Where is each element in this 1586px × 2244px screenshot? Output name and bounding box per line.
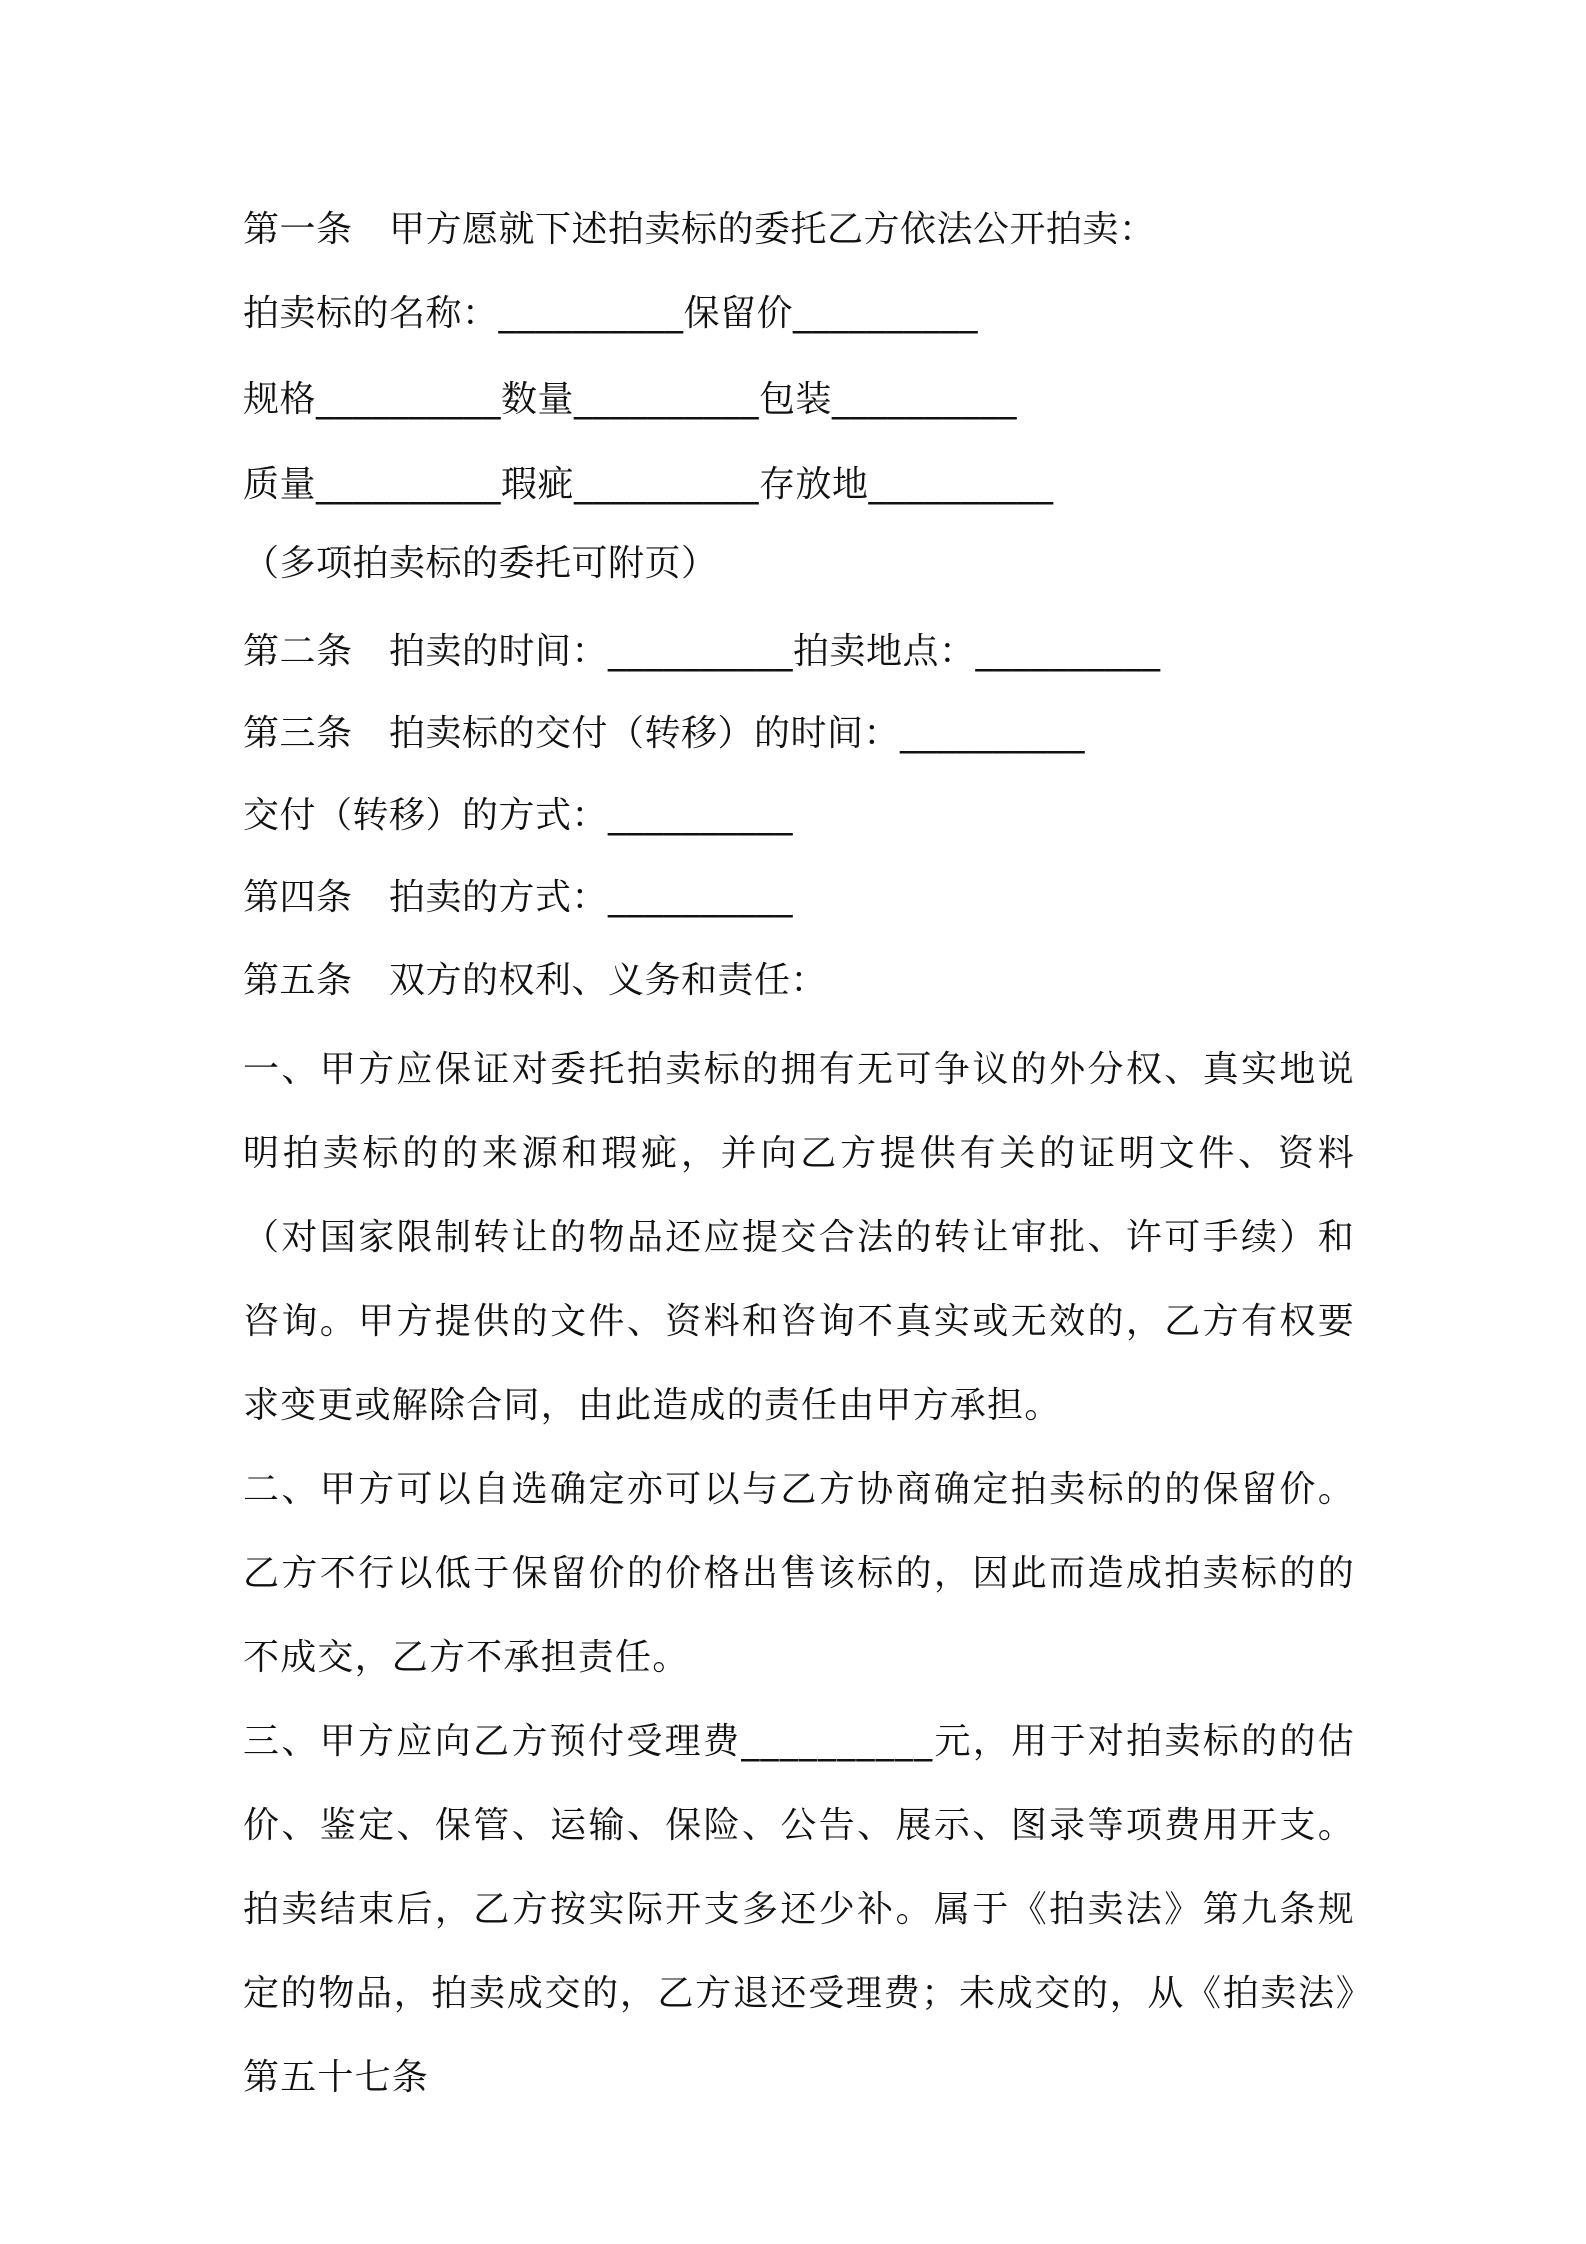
article-3-line: 第三条 拍卖标的交付（转移）的时间：__________ bbox=[243, 713, 1086, 754]
clause-1-paragraph bbox=[243, 1028, 1355, 1448]
clause-3-paragraph bbox=[243, 1700, 1355, 2120]
article-1-line: 第一条 甲方愿就下述拍卖标的委托乙方依法公开拍卖： bbox=[243, 209, 1156, 250]
quality-defect-storage-line: 质量__________瑕疵__________存放地__________ bbox=[243, 464, 1054, 505]
article-2-line: 第二条 拍卖的时间：__________拍卖地点：__________ bbox=[243, 631, 1161, 672]
attachment-note-line: （多项拍卖标的委托可附页） bbox=[243, 543, 718, 584]
clause-1-text: 一、甲方应保证对委托拍卖标的拥有无可争议的外分权、真实地说明拍卖标的的来源和瑕疵，并向乙方提供有关的证明文件、资料（对国家限制转让的物品还应提交合法的转让审批、许可手续）和咨询。甲方提供的文件、资料和咨询不真实或无效的，乙方有权要求变更或解除合同，由此造成的责任由甲方承担。 bbox=[243, 1049, 1355, 1426]
delivery-method-line: 交付（转移）的方式：__________ bbox=[243, 795, 794, 836]
article-4-line: 第四条 拍卖的方式：__________ bbox=[243, 877, 794, 918]
clause-3-text: 三、甲方应向乙方预付受理费__________元，用于对拍卖标的的估价、鉴定、保管、运输、保险、公告、展示、图录等项费用开支。拍卖结束后，乙方按实际开支多还少补。属于《拍卖法》第九条规定的物品，拍卖成交的，乙方退还受理费；未成交的，从《拍卖法》第五十七条 bbox=[243, 1721, 1355, 2098]
spec-quantity-package-line: 规格__________数量__________包装__________ bbox=[243, 379, 1018, 420]
article-5-line: 第五条 双方的权利、义务和责任： bbox=[243, 960, 828, 1001]
auction-item-name-line: 拍卖标的名称：__________保留价__________ bbox=[243, 293, 979, 334]
clause-2-text: 二、甲方可以自选确定亦可以与乙方协商确定拍卖标的的保留价。乙方不行以低于保留价的价格出售该标的，因此而造成拍卖标的的不成交，乙方不承担责任。 bbox=[243, 1469, 1355, 1678]
clause-2-paragraph bbox=[243, 1448, 1355, 1700]
